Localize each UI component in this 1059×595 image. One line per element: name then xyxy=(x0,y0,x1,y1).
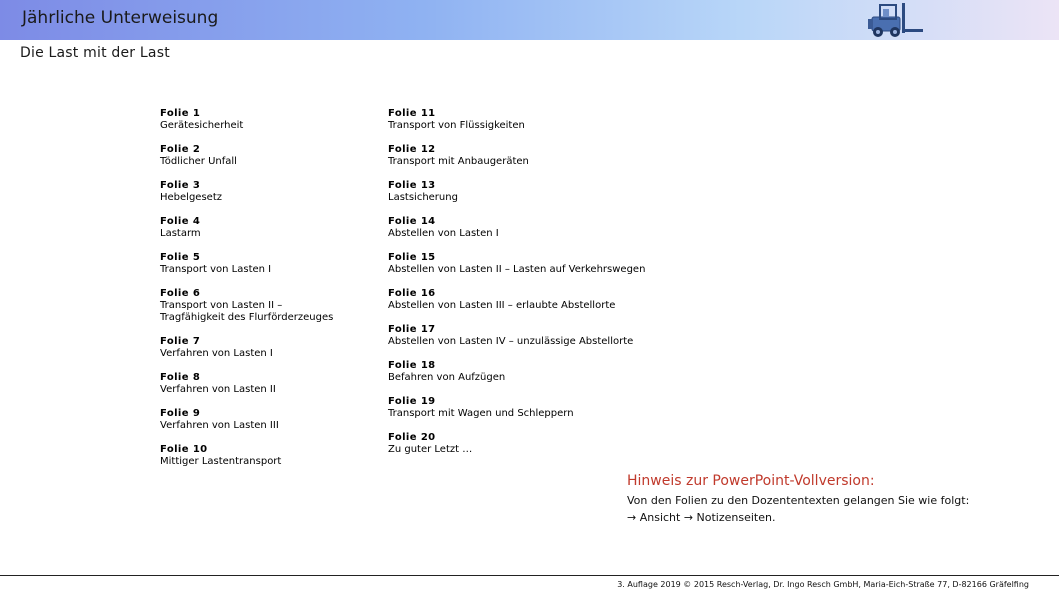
list-item xyxy=(160,216,333,240)
presentation-title: Jährliche Unterweisung xyxy=(22,8,219,28)
slide-number: Folie 11 xyxy=(388,108,436,119)
slide-list-right xyxy=(388,108,645,468)
slide-title: Transport von Lasten I xyxy=(160,264,272,275)
slide-number: Folie 10 xyxy=(160,444,208,455)
slide-number: Folie 4 xyxy=(160,216,201,227)
list-item xyxy=(388,288,645,312)
powerpoint-note xyxy=(627,473,969,526)
list-item xyxy=(388,252,645,276)
slide-title: Lastarm xyxy=(160,228,201,239)
footer-divider xyxy=(0,575,1059,576)
slide-list-left xyxy=(160,108,333,480)
slide-title: Transport von Lasten II – Tragfähigkeit des Flurförderzeuges xyxy=(160,300,334,323)
list-item xyxy=(160,408,333,432)
list-item xyxy=(160,180,333,204)
list-item xyxy=(160,144,333,168)
title-bar xyxy=(0,0,1059,40)
list-item xyxy=(160,108,333,132)
list-item xyxy=(160,444,333,468)
subtitle: Die Last mit der Last xyxy=(20,45,170,61)
slide-title: Mittiger Lastentransport xyxy=(160,456,282,467)
slide-title: Tödlicher Unfall xyxy=(160,156,237,167)
slide-title: Hebelgesetz xyxy=(160,192,222,203)
slide-number: Folie 16 xyxy=(388,288,436,299)
slide-number: Folie 2 xyxy=(160,144,201,155)
list-item xyxy=(388,216,645,240)
slide-title: Abstellen von Lasten IV – unzulässige Abstellorte xyxy=(388,336,634,347)
slide-number: Folie 14 xyxy=(388,216,436,227)
list-item xyxy=(388,396,645,420)
slide-number: Folie 12 xyxy=(388,144,436,155)
slide-number: Folie 8 xyxy=(160,372,201,383)
slide-number: Folie 7 xyxy=(160,336,201,347)
slide-title: Lastsicherung xyxy=(388,192,458,203)
list-item xyxy=(160,252,333,276)
slide-number: Folie 3 xyxy=(160,180,201,191)
slide-title: Verfahren von Lasten II xyxy=(160,384,276,395)
slide-title: Abstellen von Lasten I xyxy=(388,228,499,239)
slide-number: Folie 9 xyxy=(160,408,201,419)
slide-number: Folie 18 xyxy=(388,360,436,371)
slide-number: Folie 20 xyxy=(388,432,436,443)
slide-number: Folie 17 xyxy=(388,324,436,335)
slide-number: Folie 5 xyxy=(160,252,201,263)
list-item xyxy=(388,432,645,456)
list-item xyxy=(388,144,645,168)
list-item xyxy=(160,336,333,360)
slide-number: Folie 1 xyxy=(160,108,201,119)
slide-title: Zu guter Letzt … xyxy=(388,444,473,455)
forklift-icon xyxy=(866,1,930,39)
note-line-2: → Ansicht → Notizenseiten. xyxy=(627,511,776,524)
list-item xyxy=(388,360,645,384)
slide-title: Abstellen von Lasten II – Lasten auf Verkehrswegen xyxy=(388,264,646,275)
list-item xyxy=(388,108,645,132)
slide-number: Folie 6 xyxy=(160,288,201,299)
note-heading: Hinweis zur PowerPoint-Vollversion: xyxy=(627,473,875,489)
note-text xyxy=(627,492,969,526)
slide-number: Folie 15 xyxy=(388,252,436,263)
slide-number: Folie 13 xyxy=(388,180,436,191)
slide-title: Transport mit Anbaugeräten xyxy=(388,156,529,167)
slide-title: Verfahren von Lasten I xyxy=(160,348,273,359)
slide-number: Folie 19 xyxy=(388,396,436,407)
slide-title: Abstellen von Lasten III – erlaubte Abstellorte xyxy=(388,300,616,311)
footer-copyright: 3. Auflage 2019 © 2015 Resch-Verlag, Dr. Ingo Resch GmbH, Maria-Eich-Straße 77, D-82166 Gräfelfing xyxy=(617,580,1029,589)
list-item xyxy=(388,180,645,204)
list-item xyxy=(388,324,645,348)
slide-title: Transport von Flüssigkeiten xyxy=(388,120,525,131)
slide-title: Verfahren von Lasten III xyxy=(160,420,279,431)
slide-title: Befahren von Aufzügen xyxy=(388,372,506,383)
note-line-1: Von den Folien zu den Dozententexten gelangen Sie wie folgt: xyxy=(627,494,970,507)
list-item xyxy=(160,288,333,324)
list-item xyxy=(160,372,333,396)
slide-title: Transport mit Wagen und Schleppern xyxy=(388,408,574,419)
slide-title: Gerätesicherheit xyxy=(160,120,244,131)
